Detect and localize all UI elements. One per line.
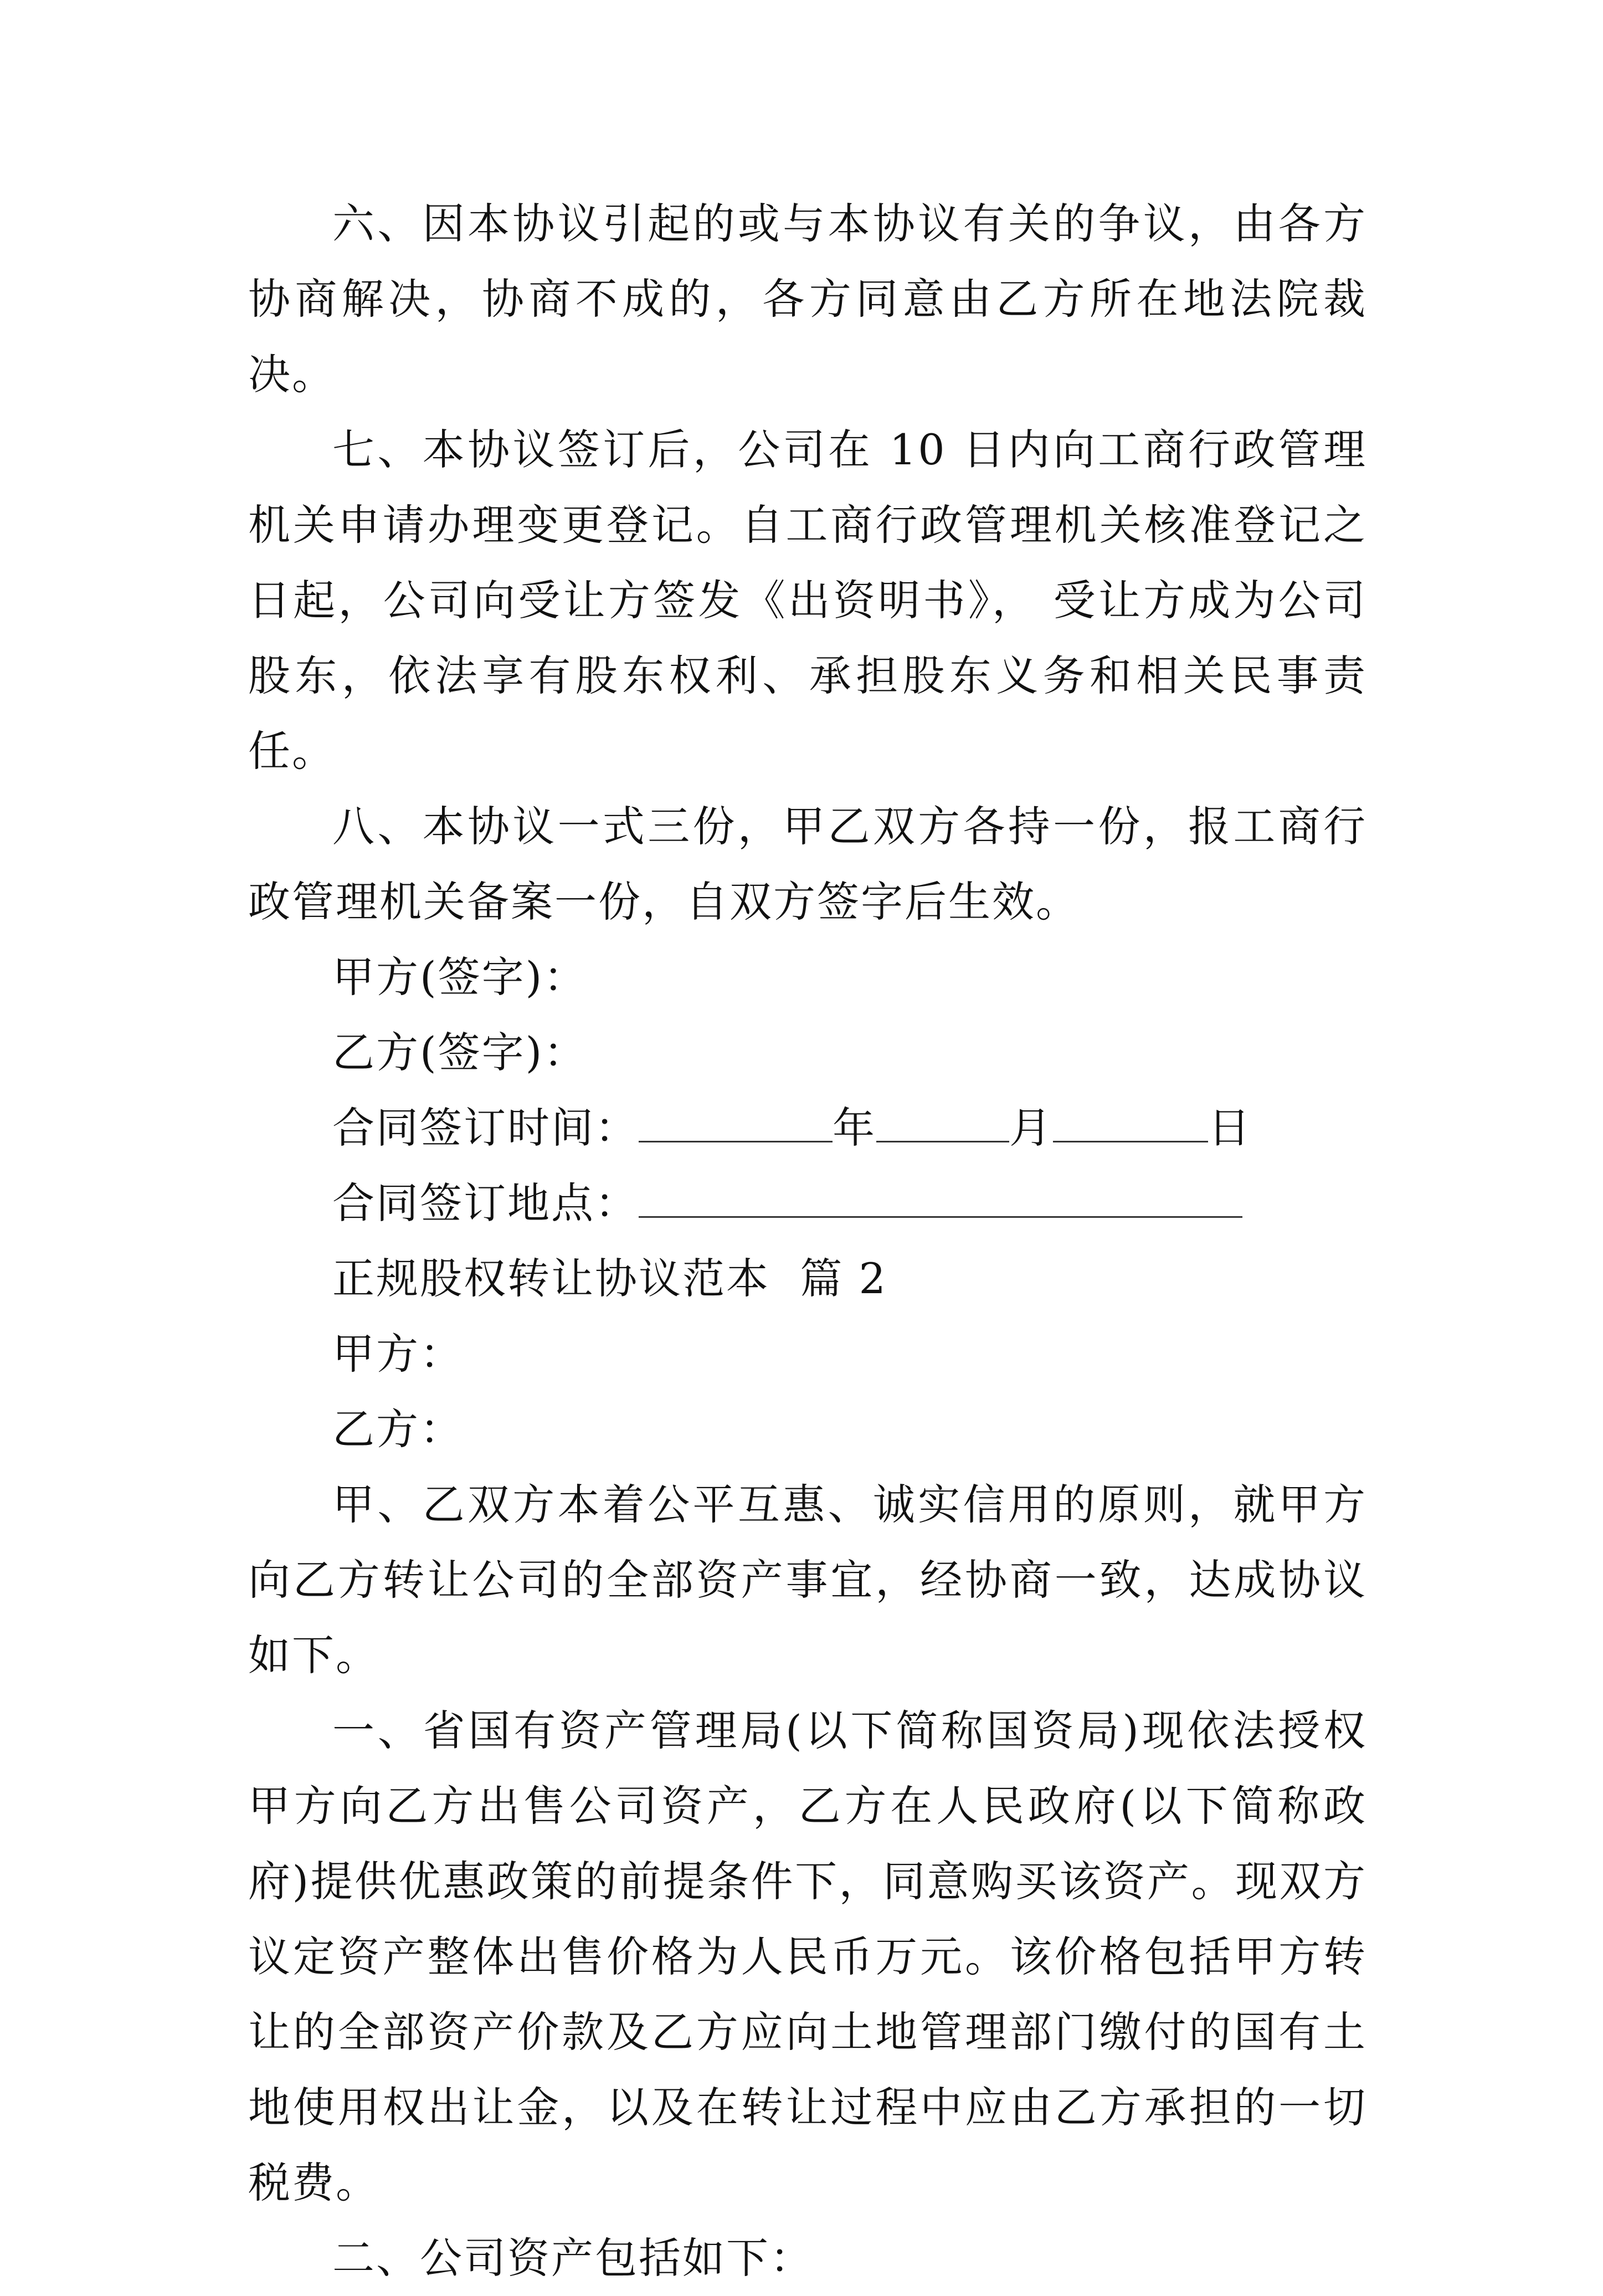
section2-party-a: 甲方：: [332, 1329, 464, 1378]
contract-date-label: 合同签订时间：: [332, 1103, 639, 1152]
contract-place-label: 合同签订地点：: [332, 1178, 639, 1228]
section2-clause-one: 一、省国有资产管理局(以下简称国资局)现依法授权甲方向乙方出售公司资产，乙方在人民政府(以下简称政府)提供优惠政策的前提条件下，同意购买该资产。现双方议定资产整体出售价格为人民币万元。该价格包括甲方转让的全部资产价款及乙方应向土地管理部门缴付的国有土地使用权出让金，以及在转让过程中应由乙方承担的一切税费。: [248, 1706, 1367, 2207]
section2-clause-two: 二、公司资产包括如下：: [332, 2233, 814, 2283]
party-a-signature: 甲方(签字)：: [332, 952, 588, 1002]
place-blank[interactable]: [639, 1183, 1242, 1218]
day-blank[interactable]: [1053, 1108, 1208, 1142]
clause-six: 六、因本协议引起的或与本协议有关的争议，由各方协商解决，协商不成的，各方同意由乙方所在地法院裁决。: [248, 199, 1367, 399]
section-heading: 正规股权转让协议范本 篇 2: [332, 1254, 887, 1303]
contract-place-line: [248, 1166, 1367, 1241]
month-label: 月: [1009, 1103, 1053, 1152]
contract-date-line: [248, 1090, 1367, 1166]
year-blank[interactable]: [639, 1108, 833, 1142]
section2-intro: 甲、乙双方本着公平互惠、诚实信用的原则，就甲方向乙方转让公司的全部资产事宜，经协商一致，达成协议如下。: [248, 1480, 1367, 1680]
section2-party-b: 乙方：: [332, 1405, 464, 1454]
month-blank[interactable]: [876, 1108, 1009, 1142]
year-label: 年: [833, 1103, 876, 1152]
clause-eight: 八、本协议一式三份，甲乙双方各持一份，报工商行政管理机关备案一份，自双方签字后生效。: [248, 802, 1367, 926]
clause-seven: 七、本协议签订后，公司在 10 日内向工商行政管理机关申请办理变更登记。自工商行政管理机关核准登记之日起，公司向受让方签发《出资明书》， 受让方成为公司股东，依法享有股东权利、承担股东义务和相关民事责任。: [248, 425, 1367, 776]
document-page: [248, 186, 1367, 2296]
party-b-signature: 乙方(签字)：: [332, 1028, 588, 1077]
day-label: 日: [1208, 1103, 1252, 1152]
